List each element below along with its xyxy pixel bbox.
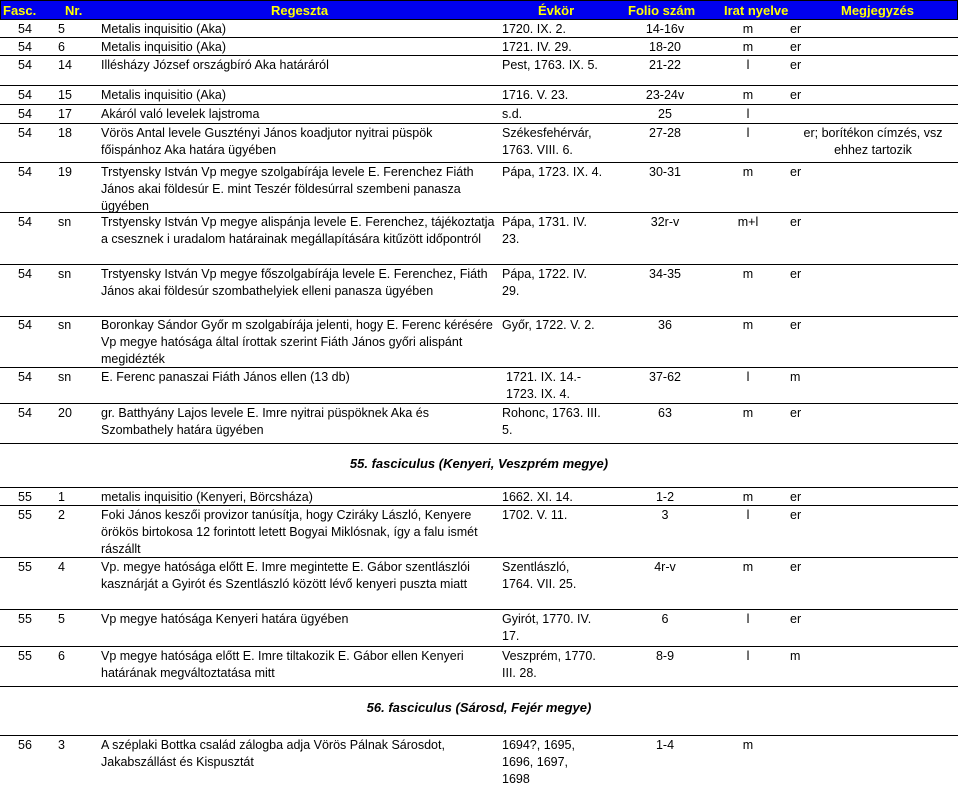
cell-regeszta: metalis inquisitio (Kenyeri, Börcsháza) (101, 490, 313, 504)
cell-fasc: 54 (18, 267, 32, 281)
cell-folio: 1-4 (655, 738, 675, 752)
table-row[interactable] (0, 736, 958, 789)
table-row[interactable] (0, 105, 958, 124)
cell-irat: m (742, 88, 754, 102)
header-fasc[interactable]: Fasc. (3, 3, 37, 18)
cell-nr: 1 (58, 490, 65, 504)
cell-regeszta: Trstyensky István Vp megye főszolgabírája levele E. Ferenchez, Fiáth János akai földesúr szombathelyiek elleni panasza ügyében (101, 267, 488, 298)
cell-megjegyzes: er (790, 165, 802, 179)
cell-nr: 5 (58, 612, 65, 626)
cell-fasc: 54 (18, 88, 32, 102)
cell-evkor: 1721. IV. 29. (502, 40, 572, 54)
cell-irat: m (742, 40, 754, 54)
cell-evkor: 1720. IX. 2. (502, 22, 566, 36)
cell-megjegyzes: er (790, 267, 802, 281)
table-row[interactable] (0, 56, 958, 86)
cell-fasc: 55 (18, 560, 32, 574)
cell-nr: 19 (58, 165, 72, 179)
section-title-55: 55. fasciculus (Kenyeri, Veszprém megye) (349, 456, 609, 471)
cell-megjegyzes: er (790, 58, 802, 72)
cell-evkor: 1716. V. 23. (502, 88, 569, 102)
cell-regeszta: Akáról való levelek lajstroma (101, 107, 260, 121)
cell-regeszta: Boronkay Sándor Győr m szolgabírája jelenti, hogy E. Ferenc kérésére Vp megye hatósága által írottak szerint Fiáth János győri alispánt megidézték (101, 318, 493, 366)
cell-folio: 8-9 (655, 649, 675, 663)
cell-fasc: 54 (18, 318, 32, 332)
cell-irat: l (746, 126, 750, 140)
table-row[interactable] (0, 647, 958, 687)
cell-folio: 18-20 (649, 40, 681, 54)
cell-evkor: 1702. V. 11. (502, 508, 568, 522)
cell-nr: 3 (58, 738, 65, 752)
cell-irat: m (742, 165, 754, 179)
cell-evkor: Rohonc, 1763. III. 5. (502, 406, 601, 437)
cell-folio: 1-2 (655, 490, 675, 504)
table-row[interactable] (0, 38, 958, 56)
cell-nr: 4 (58, 560, 65, 574)
cell-folio: 14-16v (645, 22, 685, 36)
cell-fasc: 54 (18, 58, 32, 72)
section-title-56: 56. fasciculus (Sárosd, Fejér megye) (366, 700, 592, 715)
cell-evkor: Gyirót, 1770. IV. 17. (502, 612, 592, 643)
cell-evkor: Szentlászló, 1764. VII. 25. (502, 560, 577, 591)
cell-megjegyzes: er (790, 215, 802, 229)
cell-nr: 14 (58, 58, 72, 72)
cell-megjegyzes: er (790, 612, 802, 626)
cell-megjegyzes: er (790, 318, 802, 332)
header-irat[interactable]: Irat nyelve (724, 3, 789, 18)
cell-regeszta: Illésházy József országbíró Aka határáról (101, 58, 329, 72)
cell-megjegyzes: er; borítékon címzés, vsz ehhez tartozik (803, 126, 943, 157)
cell-folio: 21-22 (649, 58, 681, 72)
cell-regeszta: Vp megye hatósága előtt E. Imre tiltakozik E. Gábor ellen Kenyeri határának megváltoztatása mitt (101, 649, 464, 680)
cell-fasc: 54 (18, 107, 32, 121)
cell-regeszta: gr. Batthyány Lajos levele E. Imre nyitrai püspöknek Aka és Szombathely határa ügyében (101, 406, 429, 437)
cell-irat: l (746, 508, 750, 522)
cell-irat: l (746, 649, 750, 663)
cell-nr: sn (58, 370, 72, 384)
cell-regeszta: Metalis inquisitio (Aka) (101, 40, 227, 54)
cell-nr: 6 (58, 649, 65, 663)
cell-megjegyzes: er (790, 22, 802, 36)
table-row[interactable] (0, 124, 958, 163)
table-row[interactable] (0, 213, 958, 265)
cell-irat: m (742, 318, 754, 332)
table-row[interactable] (0, 163, 958, 213)
cell-nr: 2 (58, 508, 65, 522)
cell-irat: m (742, 22, 754, 36)
cell-fasc: 54 (18, 40, 32, 54)
header-folio[interactable]: Folio szám (628, 3, 696, 18)
table-row[interactable] (0, 368, 958, 404)
table-row[interactable] (0, 317, 958, 368)
header-regeszta[interactable]: Regeszta (271, 3, 329, 18)
cell-nr: sn (58, 318, 72, 332)
cell-fasc: 54 (18, 215, 32, 229)
cell-megjegyzes: er (790, 508, 802, 522)
cell-irat: m (742, 560, 754, 574)
cell-regeszta: Vp megye hatósága Kenyeri határa ügyében (101, 612, 349, 626)
cell-megjegyzes: m (790, 370, 801, 384)
cell-irat: m (742, 490, 754, 504)
cell-folio: 4r-v (654, 560, 676, 574)
cell-evkor: Pest, 1763. IX. 5. (502, 58, 598, 72)
cell-regeszta: Trstyensky István Vp megye alispánja levele E. Ferenchez, tájékoztatja a csesznek i uradalom határainak megállapítására kitűzött időpontról (101, 215, 495, 246)
cell-regeszta: Vörös Antal levele Gusztényi János koadjutor nyitrai püspök főispánhoz Aka határa ügyében (101, 126, 433, 157)
cell-nr: 6 (58, 40, 65, 54)
cell-nr: 20 (58, 406, 72, 420)
cell-regeszta: Vp. megye hatósága előtt E. Imre megintette E. Gábor szentlászlói kasznárját a Gyirót és Szentlászló között lévő kenyeri puszta miatt (101, 560, 470, 591)
cell-regeszta: Metalis inquisitio (Aka) (101, 88, 227, 102)
cell-nr: sn (58, 215, 72, 229)
cell-folio: 63 (658, 406, 672, 420)
cell-evkor: Veszprém, 1770. III. 28. (502, 649, 596, 680)
table-row[interactable] (0, 86, 958, 105)
cell-evkor: s.d. (502, 107, 523, 121)
cell-irat: l (746, 58, 750, 72)
cell-fasc: 54 (18, 126, 32, 140)
cell-regeszta: Trstyensky István Vp megye szolgabírája levele E. Ferenchez Fiáth János akai földesúr E. mint Teszér földesúrral szembeni panasza ügyében (101, 165, 474, 213)
cell-irat: l (746, 107, 750, 121)
cell-fasc: 55 (18, 612, 32, 626)
cell-folio: 37-62 (649, 370, 681, 384)
cell-fasc: 54 (18, 370, 32, 384)
cell-nr: sn (58, 267, 72, 281)
cell-fasc: 56 (18, 738, 32, 752)
table-row[interactable] (0, 20, 958, 38)
cell-folio: 25 (658, 107, 672, 121)
cell-megjegyzes: er (790, 40, 802, 54)
cell-evkor: Pápa, 1722. IV. 29. (502, 267, 588, 298)
cell-regeszta: Metalis inquisitio (Aka) (101, 22, 227, 36)
cell-megjegyzes: er (790, 406, 802, 420)
header-row (0, 0, 958, 20)
cell-evkor: 1694?, 1695, 1696, 1697, 1698 (502, 738, 575, 786)
table-row[interactable] (0, 265, 958, 317)
header-evkor[interactable]: Évkör (538, 3, 575, 18)
cell-megjegyzes: m (790, 649, 801, 663)
cell-folio: 3 (661, 508, 669, 522)
cell-nr: 18 (58, 126, 72, 140)
cell-fasc: 55 (18, 649, 32, 663)
cell-fasc: 55 (18, 490, 32, 504)
cell-megjegyzes: er (790, 490, 802, 504)
table-row[interactable] (0, 506, 958, 558)
cell-nr: 15 (58, 88, 72, 102)
cell-irat: l (746, 612, 750, 626)
cell-evkor: Székesfehérvár, 1763. VIII. 6. (502, 126, 592, 157)
cell-evkor: Győr, 1722. V. 2. (502, 318, 595, 332)
cell-evkor: 1662. XI. 14. (502, 490, 573, 504)
cell-folio: 32r-v (650, 215, 680, 229)
cell-fasc: 54 (18, 22, 32, 36)
cell-folio: 23-24v (645, 88, 685, 102)
cell-irat: m (742, 406, 754, 420)
cell-evkor: Pápa, 1731. IV. 23. (502, 215, 588, 246)
cell-megjegyzes: er (790, 88, 802, 102)
cell-nr: 5 (58, 22, 65, 36)
cell-evkor: 1721. IX. 14.- 1723. IX. 4. (506, 370, 582, 401)
cell-folio: 30-31 (649, 165, 681, 179)
header-nr[interactable]: Nr. (65, 3, 83, 18)
cell-megjegyzes: er (790, 560, 802, 574)
cell-regeszta: E. Ferenc panaszai Fiáth János ellen (13 db) (101, 370, 350, 384)
cell-folio: 34-35 (649, 267, 681, 281)
cell-folio: 27-28 (649, 126, 681, 140)
cell-irat: m (742, 267, 754, 281)
cell-irat: l (746, 370, 750, 384)
table-row[interactable] (0, 558, 958, 610)
cell-fasc: 54 (18, 406, 32, 420)
table-row[interactable] (0, 488, 958, 506)
cell-regeszta: A széplaki Bottka család zálogba adja Vörös Pálnak Sárosdot, Jakabszállást és Kispusztát (101, 738, 445, 769)
cell-folio: 6 (661, 612, 669, 626)
table-row[interactable] (0, 610, 958, 647)
cell-nr: 17 (58, 107, 72, 121)
cell-folio: 36 (658, 318, 672, 332)
cell-fasc: 54 (18, 165, 32, 179)
cell-evkor: Pápa, 1723. IX. 4. (502, 165, 603, 179)
header-megjegyzes[interactable]: Megjegyzés (841, 3, 914, 18)
cell-irat: m+l (737, 215, 759, 229)
cell-fasc: 55 (18, 508, 32, 522)
cell-irat: m (742, 738, 754, 752)
cell-regeszta: Foki János keszői provizor tanúsítja, hogy Cziráky László, Kenyere örökös birtokosa 12 forintott letett Bogyai Miklósnak, így a falu ismét rászállt (101, 508, 478, 556)
table-row[interactable] (0, 404, 958, 444)
